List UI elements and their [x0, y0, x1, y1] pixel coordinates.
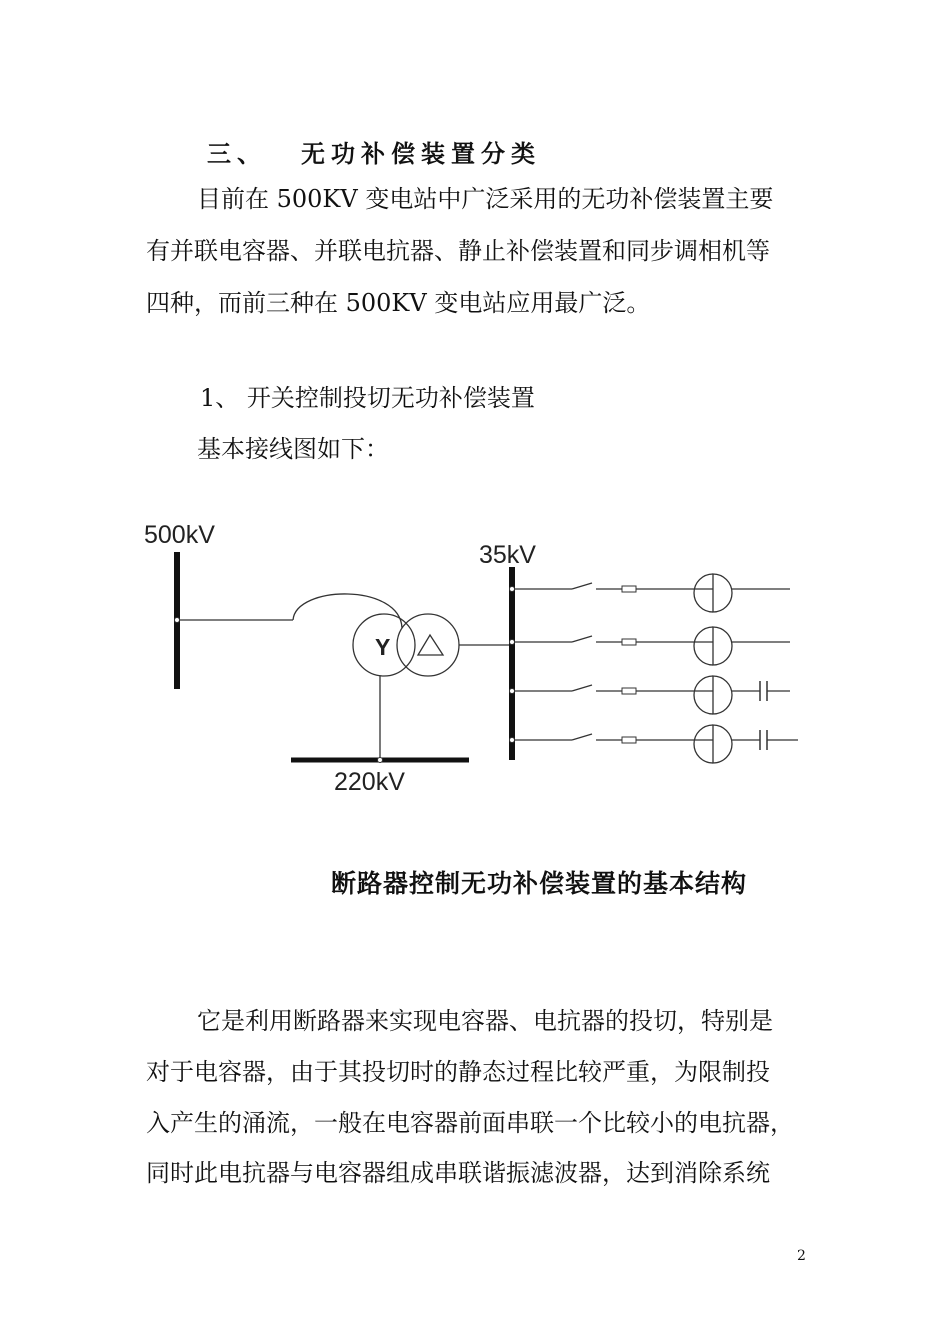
intro-line-2: 有并联电容器、并联电抗器、静止补偿装置和同步调相机等 — [146, 237, 770, 265]
wiring-diagram — [0, 505, 950, 805]
branch-reactor-2 — [510, 627, 791, 665]
section-heading — [207, 134, 541, 169]
page-number: 2 — [797, 1248, 806, 1264]
section-number: 三、 — [207, 139, 267, 168]
bus-220-label: 220kV — [334, 768, 405, 796]
body-line-3: 入产生的涌流，一般在电容器前面串联一个比较小的电抗器， — [146, 1109, 794, 1137]
winding-y-label: Y — [375, 634, 391, 660]
subsection-number: 1、 — [200, 384, 240, 412]
body-line-1: 它是利用断路器来实现电容器、电抗器的投切，特别是 — [197, 1007, 773, 1035]
figure-caption: 断路器控制无功补偿装置的基本结构 — [330, 869, 747, 898]
section-title: 无功补偿装置分类 — [301, 139, 541, 168]
reactor-coil — [713, 574, 732, 612]
intro-line-3: 四种，而前三种在 500KV 变电站应用最广泛。 — [146, 289, 651, 317]
body-line-4: 同时此电抗器与电容器组成串联谐振滤波器，达到消除系统 — [146, 1159, 770, 1187]
branch-reactor-1 — [510, 574, 791, 612]
breaker-switch — [572, 636, 592, 642]
fuse — [622, 737, 636, 743]
branch-filter-2 — [510, 725, 799, 763]
branch-filter-1 — [510, 676, 791, 714]
feeder-500-arc — [293, 594, 402, 628]
reactor-coil — [713, 725, 732, 763]
bus-500-label: 500kV — [144, 521, 215, 549]
bus-35-label: 35kV — [479, 541, 536, 569]
fuse — [622, 639, 636, 645]
reactor-coil — [713, 676, 732, 714]
diagram-intro: 基本接线图如下： — [197, 435, 389, 463]
transformer-delta-winding — [397, 614, 459, 676]
fuse — [622, 688, 636, 694]
fuse — [622, 586, 636, 592]
node-220 — [378, 758, 383, 763]
breaker-switch — [572, 583, 592, 589]
intro-line-1: 目前在 500KV 变电站中广泛采用的无功补偿装置主要 — [197, 185, 774, 213]
delta-symbol — [418, 635, 443, 655]
breaker-switch — [572, 734, 592, 740]
reactor-coil — [713, 627, 732, 665]
subsection-title: 开关控制投切无功补偿装置 — [246, 384, 535, 412]
node-500 — [175, 618, 180, 623]
body-line-2: 对于电容器，由于其投切时的静态过程比较严重，为限制投 — [146, 1058, 770, 1086]
breaker-switch — [572, 685, 592, 691]
subsection-heading — [200, 382, 535, 414]
